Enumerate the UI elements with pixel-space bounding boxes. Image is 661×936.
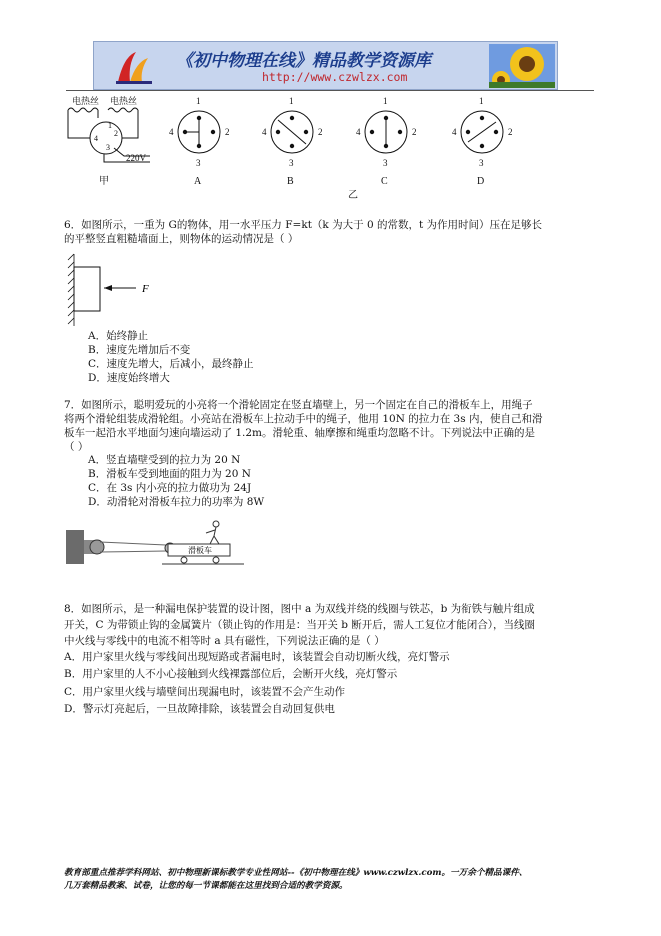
jia-terminal-3: 3 bbox=[106, 143, 110, 152]
jia-terminal-4: 4 bbox=[94, 134, 98, 143]
q6-wall-block-figure bbox=[66, 252, 166, 328]
footer-line-2: 几万套精品教案、试卷，让您的每一节课都能在这里找到合适的教学资源。 bbox=[64, 881, 348, 891]
figure-jia bbox=[68, 95, 150, 187]
header-banner bbox=[93, 41, 558, 90]
q8-choice-b: B．用户家里的人不小心接触到火线裸露部位后，会断开火线，亮灯警示 bbox=[64, 668, 398, 680]
option-a-label: A bbox=[194, 176, 202, 187]
q6-choice-a: A．始终静止 bbox=[88, 330, 149, 342]
sunflower-icon bbox=[489, 44, 555, 88]
svg-text:2: 2 bbox=[318, 127, 323, 137]
q8-choice-d: D．警示灯亮起后，一旦故障排除，该装置会自动回复供电 bbox=[64, 703, 335, 715]
option-b-diagram bbox=[262, 96, 323, 187]
svg-text:2: 2 bbox=[412, 127, 417, 137]
q8-line-2: 开关，C 为带锁止钩的金属簧片（锁止钩的作用是：当开关 b 断开后，需人工复位才能闭合），当线圈 bbox=[64, 619, 536, 631]
voltage-label: 220V bbox=[126, 153, 146, 163]
svg-text:3: 3 bbox=[196, 158, 201, 168]
q7-line-3: 板车一起沿水平地面匀速向墙运动了 1.2m。滑轮重、轴摩擦和绳重均忽略不计。下列说法中正确的是 bbox=[64, 427, 535, 439]
option-a-diagram bbox=[169, 96, 230, 187]
svg-text:1: 1 bbox=[479, 96, 484, 106]
q6-choice-d: D．速度始终增大 bbox=[88, 372, 170, 384]
q8-line-1: 8．如图所示，是一种漏电保护装置的设计图，图中 a 为双线并绕的线圈与铁芯，b 为衔铁与触片组成 bbox=[64, 603, 535, 615]
svg-text:1: 1 bbox=[383, 96, 388, 106]
option-c-diagram bbox=[348, 96, 417, 200]
jia-terminal-2: 2 bbox=[114, 129, 118, 138]
option-d-diagram bbox=[452, 96, 513, 187]
q7-choice-b: B．滑板车受到地面的阻力为 20 N bbox=[88, 468, 251, 480]
site-logo-icon bbox=[114, 48, 156, 86]
banner-url[interactable]: http://www.czwlzx.com bbox=[262, 70, 408, 84]
footer-line-1: 教育部重点推荐学科网站、初中物理新课标教学专业性网站--《初中物理在线》www.czwlzx.com。一万余个精品课件、 bbox=[64, 868, 528, 878]
svg-text:1: 1 bbox=[196, 96, 201, 106]
svg-text:4: 4 bbox=[262, 127, 267, 137]
heater-label-2: 电热丝 bbox=[110, 96, 138, 106]
q6-choice-c: C．速度先增大，后减小，最终静止 bbox=[88, 358, 254, 370]
force-label: F bbox=[142, 283, 149, 295]
svg-text:2: 2 bbox=[508, 127, 513, 137]
q7-choice-c: C．在 3s 内小亮的拉力做功为 24J bbox=[88, 482, 252, 494]
q7-pulley-cart-figure bbox=[66, 518, 246, 572]
jia-terminal-1: 1 bbox=[108, 121, 112, 130]
label-jia: 甲 bbox=[99, 176, 109, 187]
q7-choice-d: D．动滑轮对滑板车拉力的功率为 8W bbox=[88, 496, 265, 508]
svg-text:3: 3 bbox=[289, 158, 294, 168]
cart-label: 滑板车 bbox=[188, 546, 212, 555]
banner-title: 《初中物理在线》精品教学资源库 bbox=[176, 51, 431, 71]
q7-line-4: （ ） bbox=[64, 441, 89, 453]
q6-line-1: 6．如图所示，一重为 G的物体，用一水平压力 F=kt（k 为大于 0 的常数，t 为作用时间）压在足够长 bbox=[64, 219, 543, 231]
label-yi: 乙 bbox=[348, 190, 358, 200]
svg-text:3: 3 bbox=[383, 158, 388, 168]
q6-line-2: 的平整竖直粗糙墙面上，则物体的运动情况是（ ） bbox=[64, 233, 299, 245]
svg-text:4: 4 bbox=[169, 127, 174, 137]
q6-choice-b: B．速度先增加后不变 bbox=[88, 344, 191, 356]
q7-line-2: 将两个滑轮组装成滑轮组。小亮站在滑板车上拉动手中的绳子，他用 10N 的拉力在 3s 内，使自己和滑 bbox=[64, 413, 543, 425]
svg-text:4: 4 bbox=[452, 127, 457, 137]
svg-text:1: 1 bbox=[289, 96, 294, 106]
q7-line-1: 7．如图所示，聪明爱玩的小亮将一个滑轮固定在竖直墙壁上，另一个固定在自己的滑板车上，用绳子 bbox=[64, 399, 533, 411]
option-c-label: C bbox=[381, 176, 388, 187]
q7-choice-a: A．竖直墙壁受到的拉力为 20 N bbox=[88, 454, 241, 466]
header-rule bbox=[66, 90, 594, 91]
q8-choice-a: A．用户家里火线与零线间出现短路或者漏电时，该装置会自动切断火线，亮灯警示 bbox=[64, 651, 450, 663]
option-d-label: D bbox=[477, 176, 485, 187]
figure-wiring-options bbox=[64, 92, 534, 200]
svg-text:3: 3 bbox=[479, 158, 484, 168]
heater-label-1: 电热丝 bbox=[72, 96, 100, 106]
svg-text:4: 4 bbox=[356, 127, 361, 137]
option-b-label: B bbox=[287, 176, 294, 187]
q8-line-3: 中火线与零线中的电流不相等时 a 具有磁性，下列说法正确的是（ ） bbox=[64, 635, 385, 647]
q8-choice-c: C．用户家里火线与墙壁间出现漏电时，该装置不会产生动作 bbox=[64, 686, 346, 698]
svg-text:2: 2 bbox=[225, 127, 230, 137]
